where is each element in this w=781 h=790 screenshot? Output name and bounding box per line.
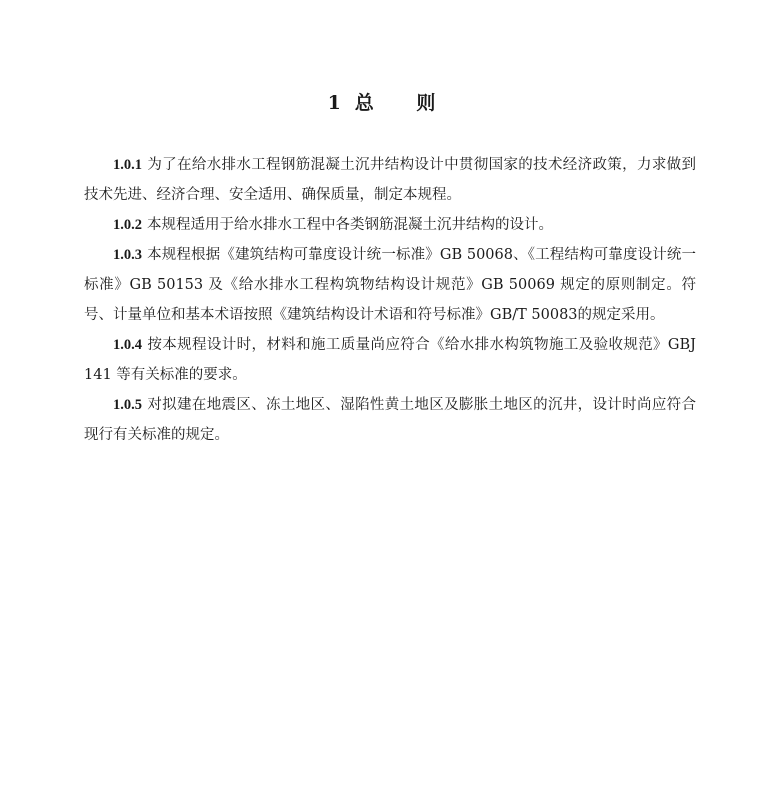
clause-1-0-2 <box>84 210 696 240</box>
clause-number: 1.0.3 <box>113 247 142 263</box>
clause-1-0-3 <box>84 240 696 330</box>
chapter-body <box>84 150 696 450</box>
clause-1-0-1 <box>84 150 696 210</box>
clause-text: 按本规程设计时，材料和施工质量尚应符合《给水排水构筑物施工及验收规范》GBJ 141 等有关标准的要求。 <box>84 337 696 383</box>
clause-number: 1.0.4 <box>113 337 142 353</box>
chapter-title <box>0 88 781 115</box>
clause-text: 本规程根据《建筑结构可靠度设计统一标准》GB 50068、《工程结构可靠度设计统一标准》GB 50153 及《给水排水工程构筑物结构设计规范》GB 50069 规定的原则制定。符号、计量单位和基本术语按照《建筑结构设计术语和符号标准》GB/T 50083的规定采用。 <box>84 247 696 323</box>
clause-text: 本规程适用于给水排水工程中各类钢筋混凝土沉井结构的设计。 <box>147 217 553 233</box>
clause-1-0-5 <box>84 390 696 450</box>
clause-1-0-4 <box>84 330 696 390</box>
clause-number: 1.0.1 <box>113 157 142 173</box>
chapter-name: 总 则 <box>354 92 454 114</box>
chapter-number: 1 <box>327 92 343 114</box>
clause-number: 1.0.5 <box>113 397 142 413</box>
clause-number: 1.0.2 <box>113 217 142 233</box>
clause-text: 为了在给水排水工程钢筋混凝土沉井结构设计中贯彻国家的技术经济政策，力求做到技术先进、经济合理、安全适用、确保质量，制定本规程。 <box>84 157 696 203</box>
clause-text: 对拟建在地震区、冻土地区、湿陷性黄土地区及膨胀土地区的沉井，设计时尚应符合现行有关标准的规定。 <box>84 397 696 443</box>
